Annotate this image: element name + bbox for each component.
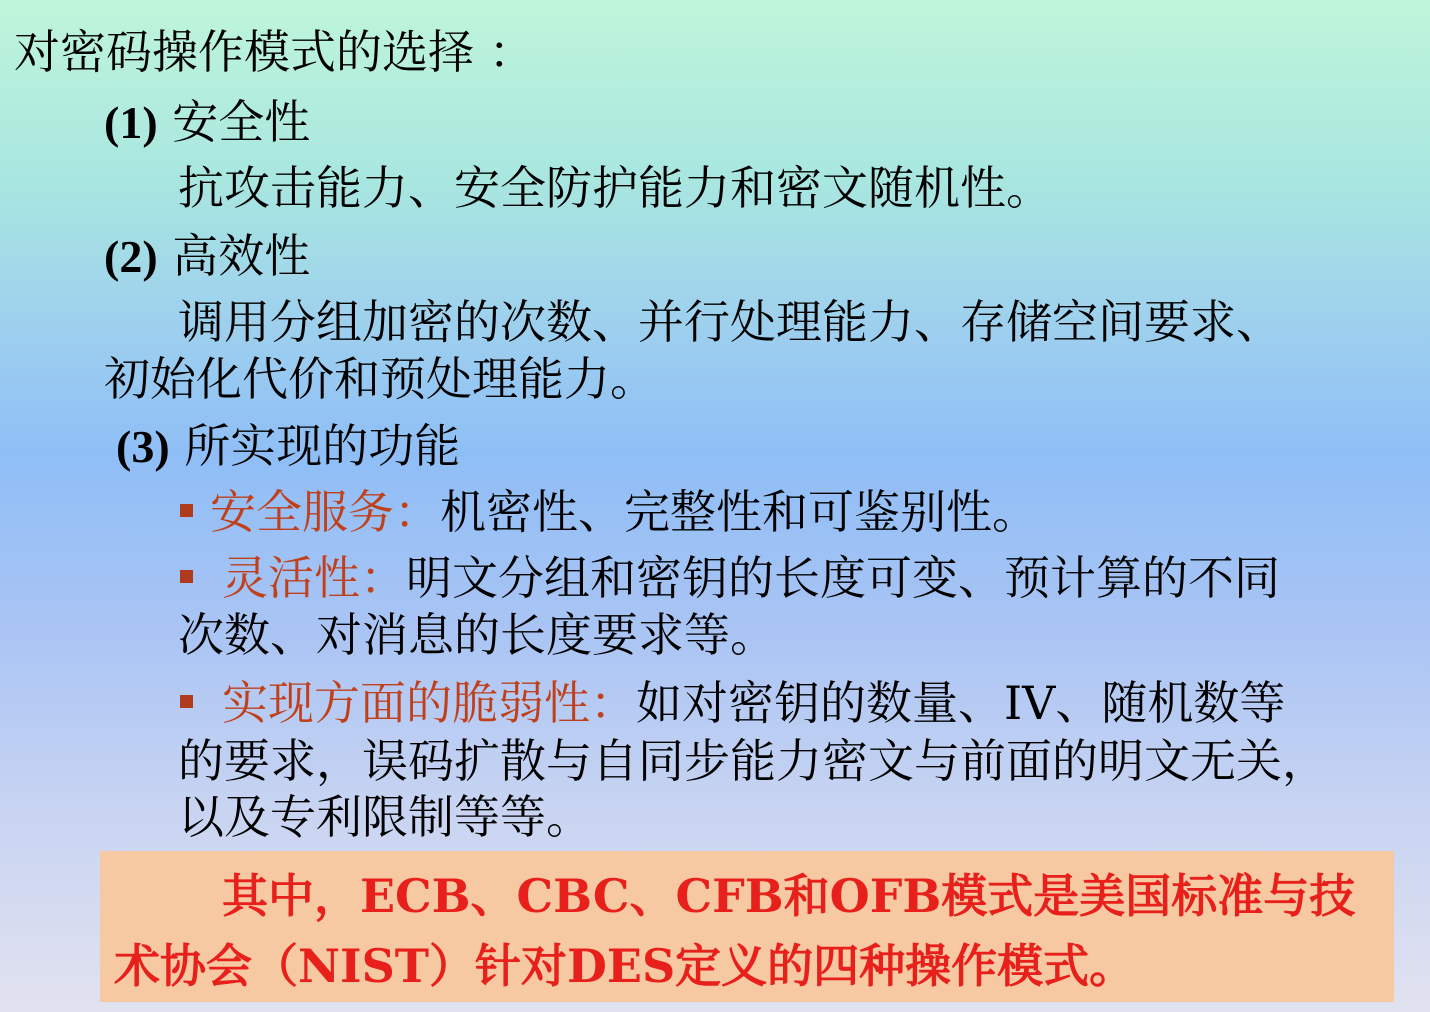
section-1-number: (1) — [104, 97, 158, 148]
section-2-text-line-1: 调用分组加密的次数、并行处理能力、存储空间要求、 — [178, 295, 1282, 349]
bullet-1-term: 安全服务： — [210, 485, 440, 539]
section-3-title: 所实现的功能 — [184, 419, 461, 473]
section-1-heading — [104, 94, 310, 151]
section-3-heading — [116, 418, 460, 475]
bullet-2-text: 明文分组和密钥的长度可变、预计算的不同 — [406, 551, 1280, 605]
section-1-text: 抗攻击能力、安全防护能力和密文随机性。 — [178, 161, 1052, 215]
section-2-number: (2) — [104, 231, 158, 282]
bullet-1-line-1 — [210, 484, 1038, 540]
section-1-title: 安全性 — [172, 95, 311, 149]
note-line-2: 术协会（NIST）针对DES定义的四种操作模式。 — [114, 939, 1136, 993]
section-2-text-line-2: 初始化代价和预处理能力。 — [104, 352, 656, 406]
bullet-1-text: 机密性、完整性和可鉴别性。 — [440, 485, 1038, 539]
bullet-2-line-2: 次数、对消息的长度要求等。 — [178, 608, 776, 662]
bullet-3-text: 如对密钥的数量、IV、随机数等 — [636, 676, 1286, 730]
section-2-heading — [104, 228, 310, 285]
section-2-title: 高效性 — [172, 229, 311, 283]
page-title: 对密码操作模式的选择 ： — [14, 25, 535, 79]
bullet-marker-1 — [180, 504, 193, 517]
bullet-2-term: 灵活性： — [222, 551, 406, 605]
nist-note-box — [100, 851, 1394, 1002]
bullet-marker-2 — [180, 570, 193, 583]
bullet-2-line-1 — [222, 550, 1280, 606]
bullet-3-line-1 — [222, 675, 1285, 731]
note-line-1: 其中，ECB、CBC、CFB和OFB模式是美国标准与技 — [222, 869, 1356, 923]
bullet-marker-3 — [180, 695, 193, 708]
bullet-3-line-3: 以及专利限制等等。 — [178, 790, 592, 844]
bullet-3-term: 实现方面的脆弱性： — [222, 676, 636, 730]
section-3-number: (3) — [116, 421, 170, 472]
bullet-3-line-2: 的要求，误码扩散与自同步能力密文与前面的明文无关， — [178, 734, 1328, 788]
